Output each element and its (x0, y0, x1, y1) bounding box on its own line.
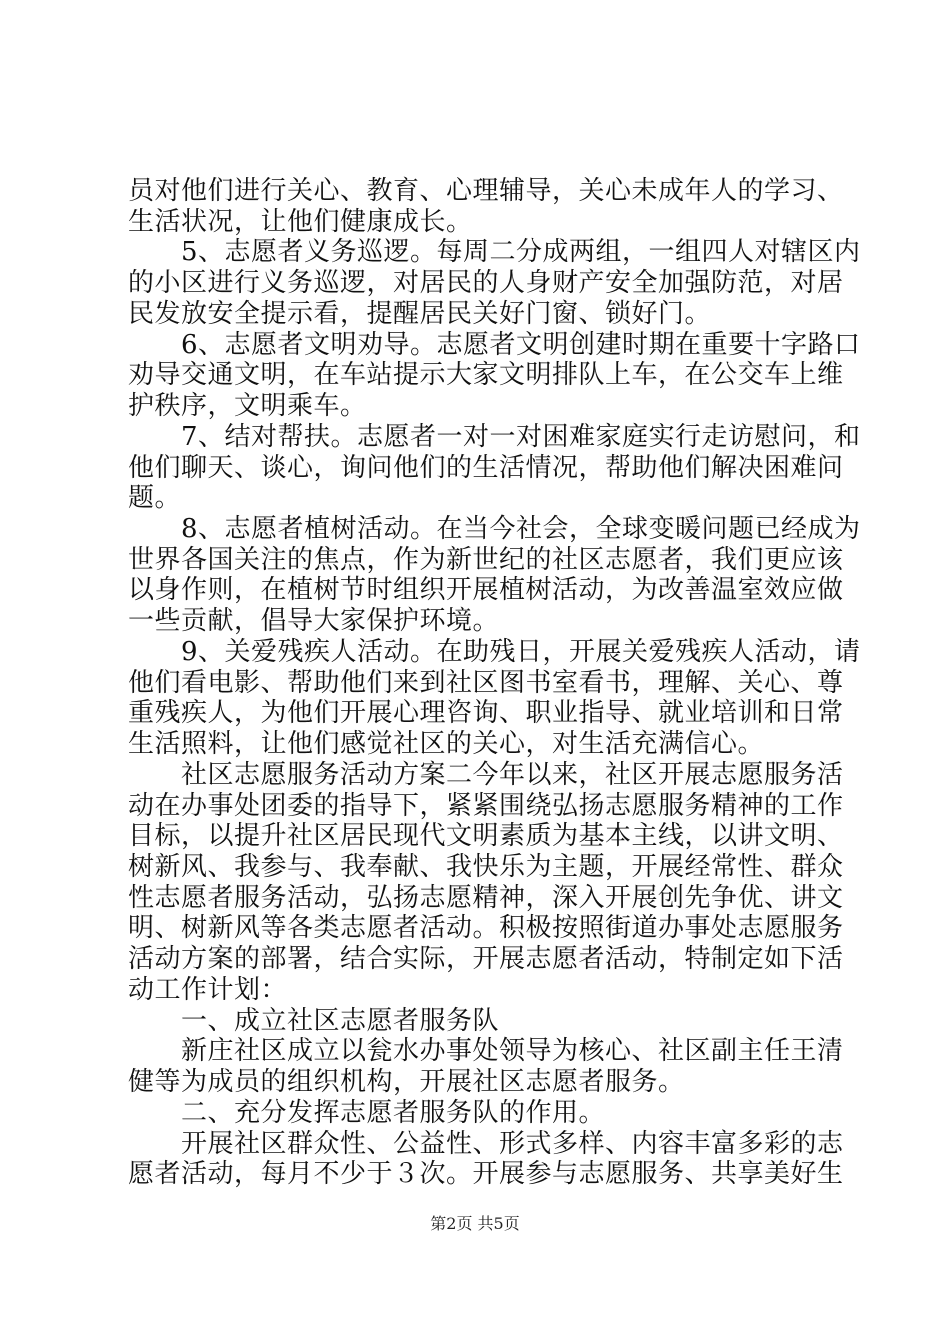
text-line: 以身作则，在植树节时组织开展植树活动，为改善温室效应做 (128, 575, 844, 605)
text-line: 9、关爱残疾人活动。在助残日，开展关爱残疾人活动，请 (128, 637, 861, 667)
text-line: 员对他们进行关心、教育、心理辅导，关心未成年人的学习、 (128, 176, 844, 206)
text-line: 明、树新风等各类志愿者活动。积极按照街道办事处志愿服务 (128, 913, 844, 943)
text-line: 的小区进行义务巡逻，对居民的人身财产安全加强防范，对居 (128, 268, 844, 298)
text-line: 二、充分发挥志愿者服务队的作用。 (128, 1098, 606, 1128)
text-line: 一、成立社区志愿者服务队 (128, 1006, 500, 1036)
text-line: 8、志愿者植树活动。在当今社会，全球变暖问题已经成为 (128, 514, 861, 544)
text-line: 7、结对帮扶。志愿者一对一对困难家庭实行走访慰问，和 (128, 422, 861, 452)
text-line: 他们聊天、谈心，询问他们的生活情况，帮助他们解决困难问 (128, 453, 844, 483)
text-line: 5、志愿者义务巡逻。每周二分成两组，一组四人对辖区内 (128, 237, 861, 267)
text-line: 6、志愿者文明劝导。志愿者文明创建时期在重要十字路口 (128, 330, 861, 360)
text-line: 题。 (128, 483, 182, 513)
text-line: 动在办事处团委的指导下，紧紧围绕弘扬志愿服务精神的工作 (128, 791, 844, 821)
text-line: 新庄社区成立以瓮水办事处领导为核心、社区副主任王清 (128, 1036, 844, 1066)
text-line: 树新风、我参与、我奉献、我快乐为主题，开展经常性、群众 (128, 852, 844, 882)
text-line: 活动方案的部署，结合实际，开展志愿者活动，特制定如下活 (128, 944, 844, 974)
text-line: 世界各国关注的焦点，作为新世纪的社区志愿者，我们更应该 (128, 545, 844, 575)
text-line: 一些贡献，倡导大家保护环境。 (128, 606, 500, 636)
text-line: 健等为成员的组织机构，开展社区志愿者服务。 (128, 1067, 685, 1097)
page-number-footer: 第2页 共5页 (430, 1214, 520, 1233)
text-line: 重残疾人，为他们开展心理咨询、职业指导、就业培训和日常 (128, 698, 844, 728)
text-line: 社区志愿服务活动方案二今年以来，社区开展志愿服务活 (128, 760, 844, 790)
text-line: 护秩序，文明乘车。 (128, 391, 367, 421)
text-line: 生活状况，让他们健康成长。 (128, 207, 473, 237)
text-line: 动工作计划： (128, 975, 288, 1005)
text-line: 性志愿者服务活动，弘扬志愿精神，深入开展创先争优、讲文 (128, 883, 844, 913)
text-line: 劝导交通文明，在车站提示大家文明排队上车，在公交车上维 (128, 360, 844, 390)
text-line: 愿者活动，每月不少于３次。开展参与志愿服务、共享美好生 (128, 1159, 844, 1189)
text-line: 生活照料，让他们感觉社区的关心，对生活充满信心。 (128, 729, 765, 759)
text-line: 开展社区群众性、公益性、形式多样、内容丰富多彩的志 (128, 1129, 844, 1159)
text-line: 他们看电影、帮助他们来到社区图书室看书，理解、关心、尊 (128, 668, 844, 698)
text-line: 民发放安全提示看，提醒居民关好门窗、锁好门。 (128, 299, 712, 329)
text-line: 目标，以提升社区居民现代文明素质为基本主线，以讲文明、 (128, 821, 844, 851)
